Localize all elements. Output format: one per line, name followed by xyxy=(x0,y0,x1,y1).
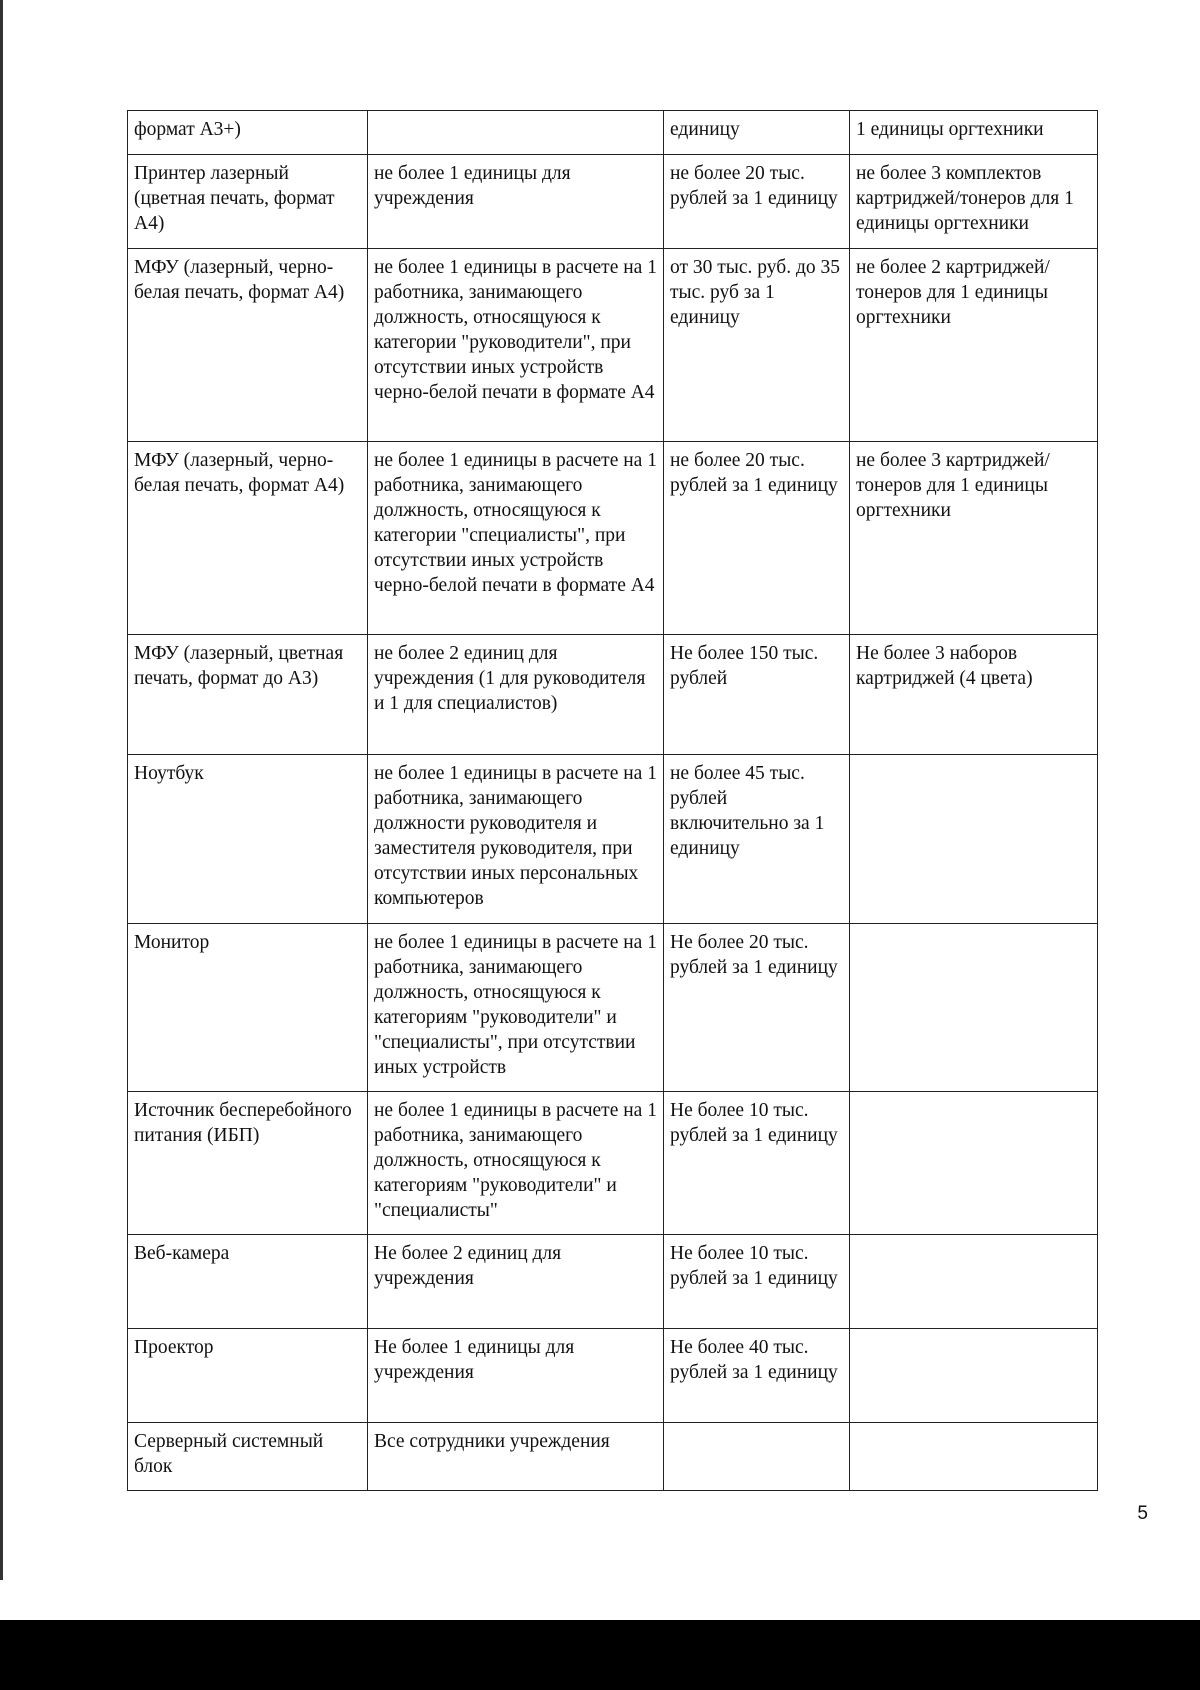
table-row xyxy=(128,1092,1098,1235)
table-row xyxy=(128,1235,1098,1329)
equipment-norms-table xyxy=(127,110,1098,1491)
consumables-norm-cell xyxy=(850,1235,1098,1329)
consumables-norm-cell xyxy=(850,755,1098,924)
price-norm-cell: единицу xyxy=(664,111,850,155)
consumables-norm-cell xyxy=(850,1423,1098,1491)
price-norm-cell: не более 20 тыс. рублей за 1 единицу xyxy=(664,442,850,635)
price-norm-cell: Не более 40 тыс. рублей за 1 единицу xyxy=(664,1329,850,1423)
table-body xyxy=(128,111,1098,1491)
price-norm-cell: Не более 10 тыс. рублей за 1 единицу xyxy=(664,1092,850,1235)
consumables-norm-cell: не более 3 комплектов картриджей/тонеров для 1 единицы оргтехники xyxy=(850,155,1098,249)
equipment-name-cell: МФУ (лазерный, черно-белая печать, формат А4) xyxy=(128,442,368,635)
table-row xyxy=(128,1423,1098,1491)
price-norm-cell xyxy=(664,1423,850,1491)
equipment-name-cell: Веб-камера xyxy=(128,1235,368,1329)
quantity-norm-cell: не более 1 единицы в расчете на 1 работника, занимающего должности руководителя и заместителя руководителя, при отсутствии иных персональных компьютеров xyxy=(368,755,664,924)
consumables-norm-cell xyxy=(850,924,1098,1092)
quantity-norm-cell: не более 2 единиц для учреждения (1 для руководителя и 1 для специалистов) xyxy=(368,635,664,755)
table-row xyxy=(128,924,1098,1092)
table-row xyxy=(128,442,1098,635)
quantity-norm-cell: Все сотрудники учреждения xyxy=(368,1423,664,1491)
consumables-norm-cell: 1 единицы оргтехники xyxy=(850,111,1098,155)
equipment-name-cell: Ноутбук xyxy=(128,755,368,924)
equipment-name-cell: Серверный системный блок xyxy=(128,1423,368,1491)
quantity-norm-cell: Не более 2 единиц для учреждения xyxy=(368,1235,664,1329)
price-norm-cell: Не более 150 тыс. рублей xyxy=(664,635,850,755)
quantity-norm-cell: не более 1 единицы для учреждения xyxy=(368,155,664,249)
equipment-name-cell: МФУ (лазерный, цветная печать, формат до А3) xyxy=(128,635,368,755)
table-row xyxy=(128,155,1098,249)
page-number: 5 xyxy=(1137,1503,1148,1524)
scan-bottom-band xyxy=(0,1620,1200,1690)
price-norm-cell: от 30 тыс. руб. до 35 тыс. руб за 1 единицу xyxy=(664,249,850,442)
price-norm-cell: не более 20 тыс. рублей за 1 единицу xyxy=(664,155,850,249)
table-row xyxy=(128,249,1098,442)
table-row xyxy=(128,111,1098,155)
quantity-norm-cell: не более 1 единицы в расчете на 1 работника, занимающего должность, относящуюся к категории "руководители", при отсутствии иных устройств черно-белой печати в формате А4 xyxy=(368,249,664,442)
price-norm-cell: Не более 10 тыс. рублей за 1 единицу xyxy=(664,1235,850,1329)
table-row xyxy=(128,755,1098,924)
quantity-norm-cell xyxy=(368,111,664,155)
table-row xyxy=(128,635,1098,755)
equipment-name-cell: Проектор xyxy=(128,1329,368,1423)
consumables-norm-cell xyxy=(850,1092,1098,1235)
consumables-norm-cell xyxy=(850,1329,1098,1423)
consumables-norm-cell: не более 2 картриджей/тонеров для 1 единицы оргтехники xyxy=(850,249,1098,442)
quantity-norm-cell: не более 1 единицы в расчете на 1 работника, занимающего должность, относящуюся к категориям "руководители" и "специалисты" xyxy=(368,1092,664,1235)
equipment-name-cell: МФУ (лазерный, черно-белая печать, формат А4) xyxy=(128,249,368,442)
price-norm-cell: Не более 20 тыс. рублей за 1 единицу xyxy=(664,924,850,1092)
equipment-name-cell: Монитор xyxy=(128,924,368,1092)
quantity-norm-cell: не более 1 единицы в расчете на 1 работника, занимающего должность, относящуюся к категориям "руководители" и "специалисты", при отсутствии иных устройств xyxy=(368,924,664,1092)
equipment-name-cell: формат А3+) xyxy=(128,111,368,155)
table-row xyxy=(128,1329,1098,1423)
quantity-norm-cell: Не более 1 единицы для учреждения xyxy=(368,1329,664,1423)
consumables-norm-cell: не более 3 картриджей/тонеров для 1 единицы оргтехники xyxy=(850,442,1098,635)
quantity-norm-cell: не более 1 единицы в расчете на 1 работника, занимающего должность, относящуюся к категории "специалисты", при отсутствии иных устройств черно-белой печати в формате А4 xyxy=(368,442,664,635)
equipment-name-cell: Принтер лазерный (цветная печать, формат А4) xyxy=(128,155,368,249)
price-norm-cell: не более 45 тыс. рублей включительно за 1 единицу xyxy=(664,755,850,924)
equipment-name-cell: Источник бесперебойного питания (ИБП) xyxy=(128,1092,368,1235)
scan-left-edge xyxy=(0,0,3,1580)
consumables-norm-cell: Не более 3 наборов картриджей (4 цвета) xyxy=(850,635,1098,755)
